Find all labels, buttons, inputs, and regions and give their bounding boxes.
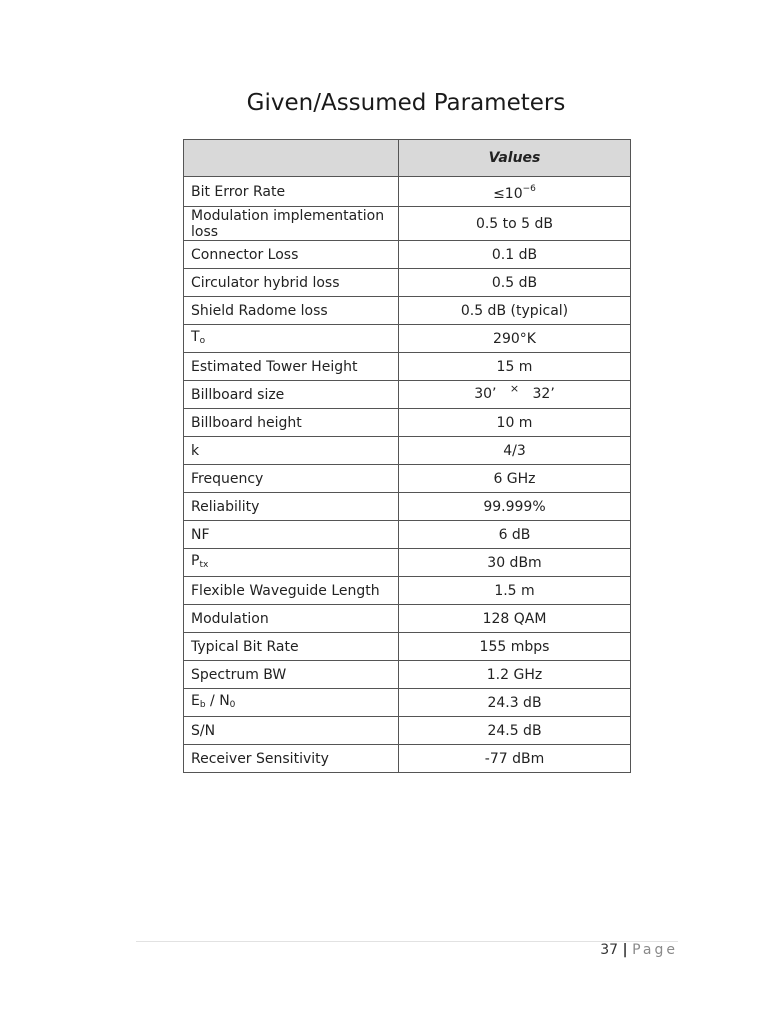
- value-left: 30’: [474, 386, 497, 402]
- table-row: [184, 409, 631, 437]
- header-parameter-cell: [184, 140, 399, 177]
- parameter-main: T: [191, 328, 200, 345]
- value-cell: 290°K: [399, 325, 631, 353]
- value-cell: 6 GHz: [399, 465, 631, 493]
- value-cell: 24.3 dB: [399, 689, 631, 717]
- value-cell: 24.5 dB: [399, 717, 631, 745]
- parameter-cell: Typical Bit Rate: [184, 633, 399, 661]
- value-cell: 0.5 to 5 dB: [399, 207, 631, 241]
- value-cell: [399, 381, 631, 409]
- parameter-main: P: [191, 552, 200, 569]
- value-cell: 30 dBm: [399, 549, 631, 577]
- page-label: Page: [632, 942, 678, 958]
- table-row: [184, 493, 631, 521]
- table-row: [184, 241, 631, 269]
- footer-divider: [136, 941, 678, 942]
- table-row: [184, 465, 631, 493]
- parameter-subscript: o: [199, 335, 206, 346]
- value-prefix: ≤10: [493, 186, 523, 202]
- parameter-cell: Shield Radome loss: [184, 297, 399, 325]
- parameter-cell: Connector Loss: [184, 241, 399, 269]
- table-row: [184, 207, 631, 241]
- value-cell: 4/3: [399, 437, 631, 465]
- parameter-cell: Receiver Sensitivity: [184, 745, 399, 773]
- parameter-cell: Spectrum BW: [184, 661, 399, 689]
- table-row: [184, 381, 631, 409]
- value-cell: 155 mbps: [399, 633, 631, 661]
- parameter-cell: Modulation implementation loss: [184, 207, 399, 241]
- table-row: [184, 437, 631, 465]
- parameter-cell: NF: [184, 521, 399, 549]
- page-title: Given/Assumed Parameters: [246, 90, 566, 116]
- parameter-subscript: b: [199, 699, 206, 710]
- parameter-cell: k: [184, 437, 399, 465]
- value-cell: 15 m: [399, 353, 631, 381]
- table-header-row: [184, 140, 631, 177]
- table-row: [184, 745, 631, 773]
- value-cell: 0.5 dB (typical): [399, 297, 631, 325]
- page-footer: [600, 942, 678, 958]
- value-right: 32’: [532, 386, 555, 402]
- footer-separator: |: [622, 942, 628, 958]
- parameter-cell: Billboard height: [184, 409, 399, 437]
- value-cell: 1.5 m: [399, 577, 631, 605]
- table-row: [184, 605, 631, 633]
- parameter-cell: Estimated Tower Height: [184, 353, 399, 381]
- parameter-cell: Circulator hybrid loss: [184, 269, 399, 297]
- table-row: [184, 661, 631, 689]
- header-values-cell: Values: [399, 140, 631, 177]
- value-cell: 10 m: [399, 409, 631, 437]
- parameter-cell: Frequency: [184, 465, 399, 493]
- value-cell: 6 dB: [399, 521, 631, 549]
- value-cell: 128 QAM: [399, 605, 631, 633]
- parameter-cell: [184, 549, 399, 577]
- table-row: [184, 297, 631, 325]
- parameter-mid: / N: [205, 692, 230, 709]
- parameter-main: E: [191, 692, 200, 709]
- parameter-cell: Modulation: [184, 605, 399, 633]
- value-cell: 1.2 GHz: [399, 661, 631, 689]
- table-row: [184, 521, 631, 549]
- value-cell: 99.999%: [399, 493, 631, 521]
- value-cell: 0.1 dB: [399, 241, 631, 269]
- value-cell: [399, 177, 631, 207]
- multiply-sign: ×: [509, 382, 520, 395]
- table-row: [184, 177, 631, 207]
- table-row: [184, 717, 631, 745]
- value-cell: 0.5 dB: [399, 269, 631, 297]
- value-exponent: −6: [522, 184, 536, 194]
- parameter-cell: S/N: [184, 717, 399, 745]
- table-row: [184, 689, 631, 717]
- table-row: [184, 549, 631, 577]
- parameter-subscript: tx: [199, 559, 209, 570]
- parameter-cell: Flexible Waveguide Length: [184, 577, 399, 605]
- parameter-subscript-2: 0: [229, 699, 236, 710]
- parameter-cell: Billboard size: [184, 381, 399, 409]
- parameter-cell: Bit Error Rate: [184, 177, 399, 207]
- table-row: [184, 269, 631, 297]
- parameter-cell: Reliability: [184, 493, 399, 521]
- table-row: [184, 577, 631, 605]
- parameter-cell: [184, 689, 399, 717]
- table-row: [184, 633, 631, 661]
- table-row: [184, 353, 631, 381]
- parameters-table: [183, 139, 631, 773]
- parameter-cell: [184, 325, 399, 353]
- value-cell: -77 dBm: [399, 745, 631, 773]
- page-number: 37: [600, 942, 619, 958]
- table-row: [184, 325, 631, 353]
